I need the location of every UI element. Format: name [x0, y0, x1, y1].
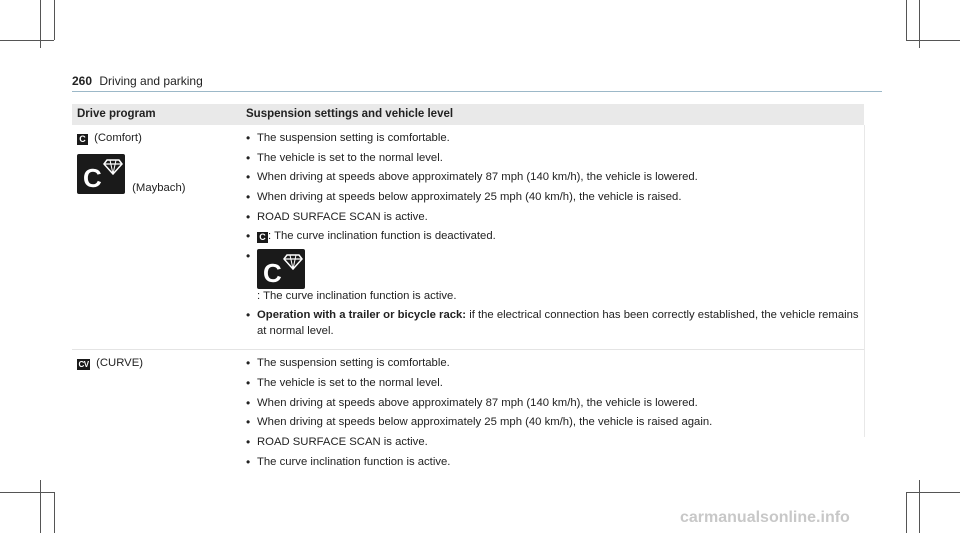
settings-list: [246, 131, 864, 339]
maybach-label: (Maybach): [132, 182, 186, 194]
curve-cv-icon: CV: [78, 360, 89, 370]
crop-mark: [0, 40, 54, 41]
list-item: [246, 229, 864, 244]
comfort-c-icon: C: [257, 232, 268, 243]
list-item: [246, 249, 864, 304]
list-item: [246, 308, 864, 339]
crop-mark: [906, 40, 960, 41]
svg-text:C: • C: [263, 257, 282, 288]
list-item: • ROAD SURFACE SCAN is active.: [246, 210, 864, 225]
list-item: • When driving at speeds below approximately 25 mph (40 km/h), the vehicle is raised again.: [246, 415, 864, 430]
drive-program-table: [72, 104, 864, 480]
col-header-drive-program: Drive program: [77, 107, 156, 120]
crop-mark: [0, 492, 54, 493]
comfort-c-icon: C: [77, 134, 88, 145]
watermark: carmanualsonline.info: [680, 509, 850, 526]
settings-list: [246, 356, 864, 469]
crop-mark: [906, 0, 907, 40]
table-right-border: [864, 125, 865, 437]
program-label: (Comfort): [94, 132, 142, 144]
settings-cell: [246, 350, 864, 480]
maybach-c-icon: [77, 154, 125, 194]
list-item-text: : The curve inclination function is active.: [257, 289, 457, 302]
list-item: • The suspension setting is comfortable.: [246, 356, 864, 371]
list-item: • The vehicle is set to the normal level.: [246, 376, 864, 391]
section-title: Driving and parking: [99, 74, 203, 88]
crop-mark: [906, 492, 960, 493]
list-item: • The vehicle is set to the normal level.: [246, 151, 864, 166]
list-item: • When driving at speeds above approximately 87 mph (140 km/h), the vehicle is lowered.: [246, 170, 864, 185]
list-item-text: : The curve inclination function is deactivated.: [268, 230, 496, 243]
header-divider: [72, 91, 882, 92]
program-cell: [72, 350, 246, 480]
program-label: (CURVE): [96, 357, 144, 370]
maybach-c-icon: [257, 249, 305, 289]
list-item: • When driving at speeds above approximately 87 mph (140 km/h), the vehicle is lowered.: [246, 396, 864, 411]
crop-mark: [919, 480, 920, 533]
table-row: [72, 350, 864, 480]
page-header: [72, 74, 203, 88]
table-row: [72, 125, 864, 350]
list-item: • The suspension setting is comfortable.: [246, 131, 864, 146]
list-item: • ROAD SURFACE SCAN is active.: [246, 435, 864, 450]
crop-mark: [40, 480, 41, 533]
crop-mark: [54, 492, 55, 533]
program-cell: [72, 125, 246, 349]
page-number: 260: [72, 74, 93, 88]
list-item: • When driving at speeds below approximately 25 mph (40 km/h), the vehicle is raised.: [246, 190, 864, 205]
crop-mark: [54, 0, 55, 40]
settings-cell: [246, 125, 864, 349]
trailer-note-lead: Operation with a trailer or bicycle rack:: [257, 309, 467, 322]
trailer-note-text: if the electrical connection has been correctly established, the vehicle remains at normal level.: [257, 309, 859, 337]
svg-text:C: C: [83, 163, 102, 194]
crop-mark: [906, 492, 907, 533]
col-header-suspension: Suspension settings and vehicle level: [246, 107, 454, 120]
table-header: [72, 104, 864, 125]
list-item: • The curve inclination function is active.: [246, 455, 864, 470]
